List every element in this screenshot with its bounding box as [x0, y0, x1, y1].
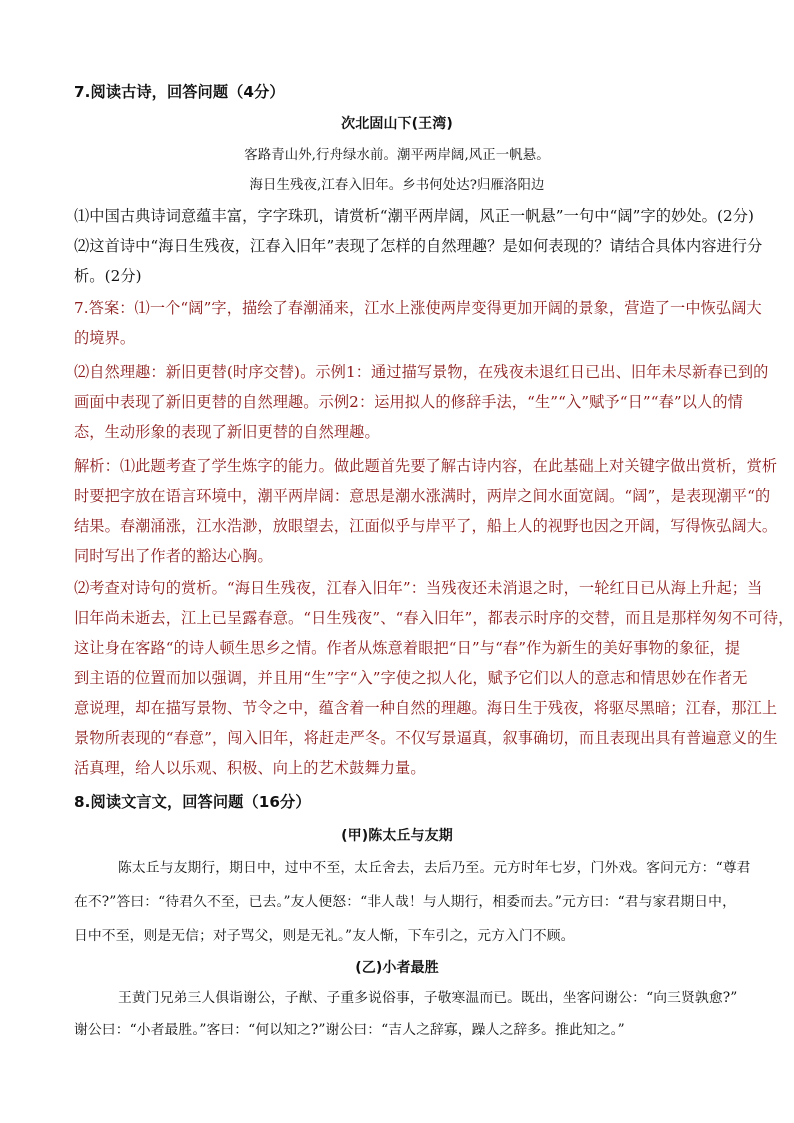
question-7-sub-2-line-1: ⑵这首诗中“海日生残夜，江春入旧年”表现了怎样的自然理趣？是如何表现的？请结合具体内容进行分 — [74, 237, 763, 255]
answer-7-line-3: ⑵自然理趣：新旧更替(时序交替)。示例1：通过描写景物，在残夜未退红日已出、旧年未尽新春已到的 — [74, 363, 769, 381]
passage-b-line-1: 王黄门兄弟三人俱诣谢公，子猷、子重多说俗事，子敬寒温而已。既出，坐客问谢公：“向三贤孰愈?” — [118, 990, 738, 1006]
passage-a-line-1: 陈太丘与友期行，期日中，过中不至，太丘舍去，去后乃至。元方时年七岁，门外戏。客问元方：“尊君 — [118, 860, 751, 876]
question-7-sub-1: ⑴中国古典诗词意蕴丰富，字字珠玑，请赏析“潮平两岸阔，风正一帆悬”一句中“阔”字的妙处。(2分) — [74, 207, 755, 225]
answer-7-line-1: 7.答案：⑴一个“阔”字，描绘了春潮涌来，江水上涨使两岸变得更加开阔的景象，营造了一中恢弘阔大 — [74, 299, 762, 317]
analysis-7-line-9: 意说理，却在描写景物、节令之中，蕴含着一种自然的理趣。海日生于残夜，将驱尽黑暗；江春，那江上 — [74, 699, 778, 717]
passage-a-line-2: 在不?”答曰：“待君久不至，已去。”友人便怒：“非人哉！与人期行，相委而去。”元方曰：“君与家君期日中， — [74, 894, 736, 910]
poem-line-1: 客路青山外,行舟绿水前。潮平两岸阔,风正一帆悬。 — [244, 148, 550, 163]
answer-7-line-5: 态，生动形象的表现了新旧更替的自然理趣。 — [74, 423, 380, 441]
question-7-sub-2-line-2: 析。(2分) — [74, 267, 142, 285]
analysis-7-line-11: 活真理，给人以乐观、积极、向上的艺术鼓舞力量。 — [74, 759, 426, 777]
question-7-heading: 7.阅读古诗，回答问题（4分） — [74, 83, 285, 101]
analysis-7-line-8: 到主语的位置而加以强调，并且用“生”字“入”字使之拟人化，赋予它们以人的意志和情思妙在作者无 — [74, 669, 748, 687]
analysis-7-line-1: 解析：⑴此题考查了学生炼字的能力。做此题首先要了解古诗内容，在此基础上对关键字做出赏析，赏析 — [74, 457, 778, 475]
analysis-7-line-3: 结果。春潮涌涨，江水浩渺，放眼望去，江面似乎与岸平了，船上人的视野也因之开阔，写得恢弘阔大。 — [74, 517, 778, 535]
passage-b-line-2: 谢公曰：“小者最胜。”客曰：“何以知之?”谢公曰：“吉人之辞寡，躁人之辞多。推此知之。” — [74, 1022, 625, 1038]
analysis-7-line-4: 同时写出了作者的豁达心胸。 — [74, 547, 273, 565]
analysis-7-line-5: ⑵考查对诗句的赏析。“海日生残夜，江春入旧年”：当残夜还未消退之时，一轮红日已从海上升起；当 — [74, 579, 763, 597]
poem-title: 次北固山下(王湾) — [341, 116, 453, 132]
analysis-7-line-2: 时要把字放在语言环境中，潮平两岸阔：意思是潮水涨满时，两岸之间水面宽阔。“阔”，是表现潮平“的 — [74, 487, 771, 505]
analysis-7-line-6: 旧年尚未逝去，江上已呈露春意。“日生残夜”、“春入旧年”，都表示时序的交替，而且是那样匆匆不可待， — [74, 609, 794, 627]
passage-a-title: (甲)陈太丘与友期 — [341, 828, 453, 844]
analysis-7-line-7: 这让身在客路“的诗人顿生思乡之情。作者从炼意着眼把“日”与“春”作为新生的美好事物的象征，提 — [74, 639, 741, 657]
answer-7-line-2: 的境界。 — [74, 329, 136, 347]
answer-7-line-4: 画面中表现了新旧更替的自然理趣。示例2：运用拟人的修辞手法，“生”“入”赋予“日”“春”以人的情 — [74, 393, 743, 411]
poem-line-2: 海日生残夜,江春入旧年。乡书何处达?归雁洛阳边 — [249, 178, 545, 193]
passage-a-line-3: 日中不至，则是无信；对子骂父，则是无礼。”友人惭，下车引之，元方入门不顾。 — [74, 928, 575, 944]
question-8-heading: 8.阅读文言文，回答问题（16分） — [74, 793, 311, 811]
analysis-7-line-10: 景物所表现的“春意”，闯入旧年，将赶走严冬。不仅写景逼真，叙事确切，而且表现出具有普遍意义的生 — [74, 729, 778, 747]
passage-b-title: (乙)小者最胜 — [355, 960, 439, 976]
